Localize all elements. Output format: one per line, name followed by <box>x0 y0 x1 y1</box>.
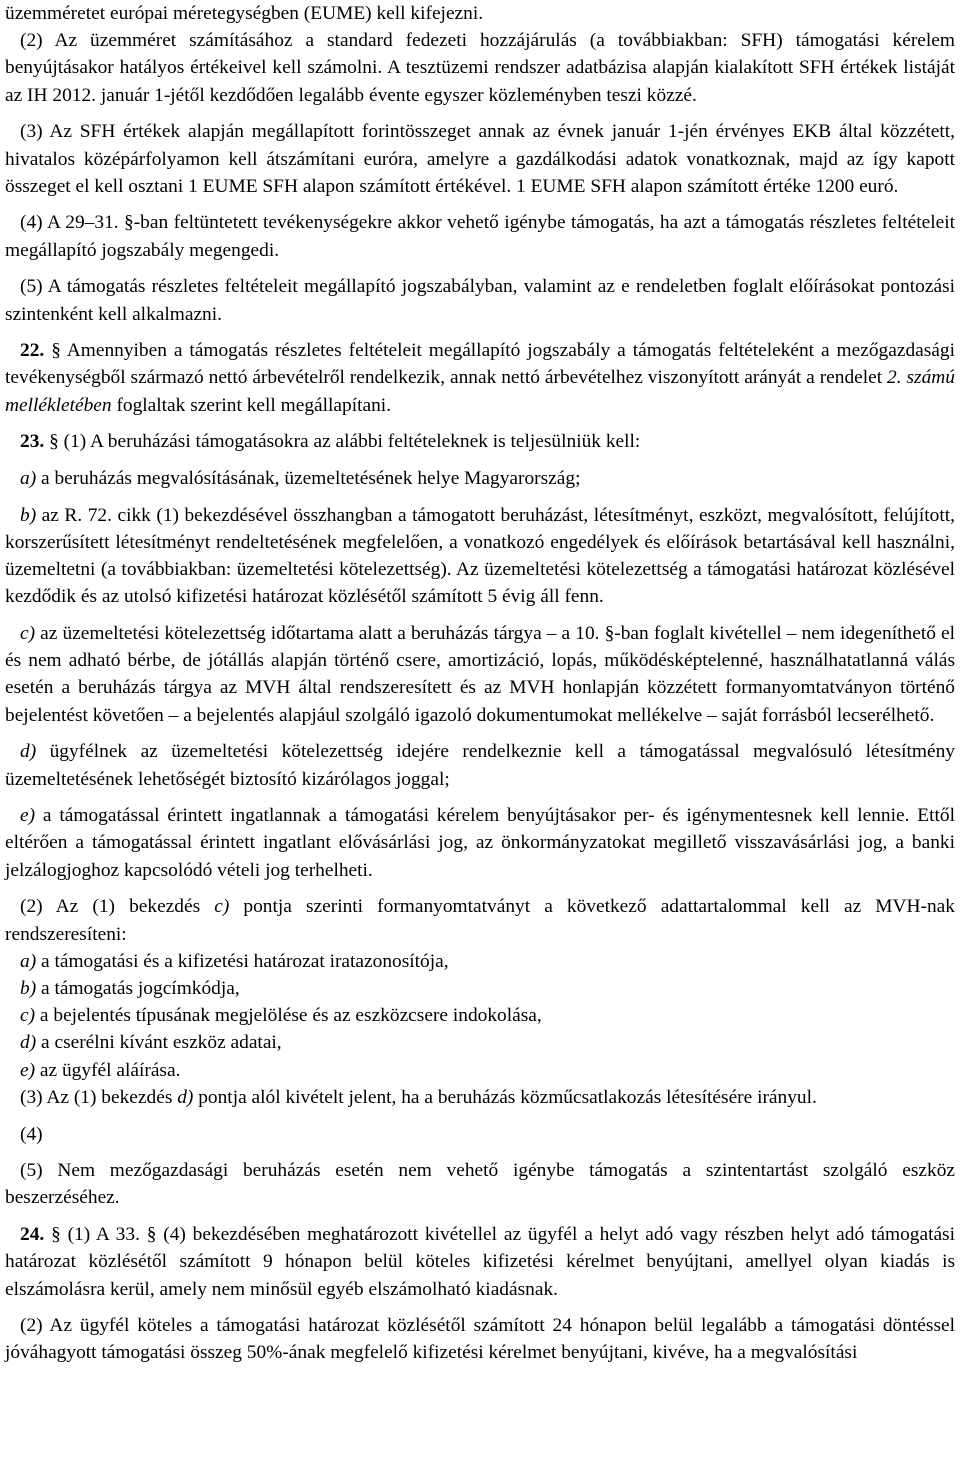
point-text: a bejelentés típusának megjelölése és az eszközcsere indokolása, <box>35 1005 542 1027</box>
point-text: a beruházás megvalósításának, üzemeltetésének helye Magyarország; <box>36 468 581 490</box>
list-item-d <box>5 1029 955 1056</box>
section-text: pontja alól kivételt jelent, ha a beruházás közműcsatlakozás létesítésére irányul. <box>193 1086 817 1108</box>
section-text: (2) Az (1) bekezdés <box>20 896 215 918</box>
point-e <box>5 802 955 884</box>
list-item-c <box>5 1002 955 1029</box>
list-item-b <box>5 975 955 1002</box>
point-label: b) <box>20 504 37 526</box>
point-label: c) <box>20 1005 36 1027</box>
point-text: az üzemeltetési kötelezettség időtartama alatt a beruházás tárgya – a 10. §-ban foglalt kivétellel – nem idegeníthető el és nem adható bérbe, de jótállás alapján történő csere, amortizáció, lopás, működésképtelenné, használhatatlanná válás esetén a beruházás tárgya az MVH által rendszeresített és az MVH honlapján közzétett formanyomtatványon történő bejelentést követően – a bejelentés alapjául szolgáló igazoló dokumentumokat mellékelve – saját forrásból lecserélhető. <box>5 623 955 726</box>
section-text: (3) Az (1) bekezdés <box>20 1086 178 1108</box>
section-number: 23. <box>20 431 45 453</box>
point-label: e) <box>20 805 36 827</box>
point-text: az R. 72. cikk (1) bekezdésével összhangban a támogatott beruházást, létesítményt, eszközt, megvalósított, felújított, korszerűsített létesítményt rendeltetésének megfelelően, a vonatkozó engedélyek és előírások betartásával kell használni, üzemeltetni (a továbbiakban: üzemeltetési kötelezettség). Az üzemeltetési kötelezettség a támogatási határozat közlésével kezdődik és az utolsó kifizetési határozat közlésétől számított 5 évig áll fenn. <box>5 504 955 608</box>
point-reference: d) <box>177 1086 194 1108</box>
point-a <box>5 465 955 492</box>
section-23 <box>5 428 955 455</box>
point-text: a támogatási és a kifizetési határozat iratazonosítója, <box>36 950 449 972</box>
paragraph-3: (3) Az SFH értékek alapján megállapított forintösszeget annak az évnek január 1-jén érvényes EKB által közzétett, hivatalos középárfolyamon kell átszámítani euróra, amelyre a gazdálkodási adatok vonatkoznak, majd az így kapott összeget el kell osztani 1 EUME SFH alapon számított értékével. 1 EUME SFH alapon számított értéke 1200 euró. <box>5 121 955 197</box>
section-24-subsection-2: (2) Az ügyfél köteles a támogatási határozat közlésétől számított 24 hónapon belül legalább a támogatási döntéssel jóváhagyott támogatási összeg 50%-ának megfelelő kifizetési kérelmet benyújtani, kivéve, ha a megvalósítási <box>5 1315 955 1364</box>
point-d <box>5 738 955 792</box>
section-24 <box>5 1221 955 1303</box>
paragraph-continuation: üzemméretet európai méretegységben (EUME) kell kifejezni. <box>5 3 484 24</box>
point-text: a támogatás jogcímkódja, <box>36 978 240 999</box>
point-label: a) <box>20 468 37 490</box>
subsection-4: (4) <box>20 1123 43 1145</box>
paragraph-2: (2) Az üzemméret számításához a standard fedezeti hozzájárulás (a továbbiakban: SFH) támogatási kérelem benyújtásakor hatályos értékeivel kell számolni. A tesztüzemi rendszer adatbázisa alapján kialakított SFH értékek listáját az IH 2012. január 1-jétől kezdődően legalább évente egyszer közleményben teszi közzé. <box>5 30 955 106</box>
point-b <box>5 502 955 611</box>
section-text: pontja szerinti formanyomtatványt a következő adattartalommal kell az MVH-nak rendszeresíteni: <box>5 896 955 945</box>
point-label: d) <box>20 1032 37 1054</box>
point-c <box>5 620 955 729</box>
point-text: ügyfélnek az üzemeltetési kötelezettség idejére rendelkeznie kell a támogatással megvalósuló létesítmény üzemeltetésének lehetőségét biztosító kizárólagos joggal; <box>5 741 955 790</box>
list-item-a <box>5 948 955 975</box>
section-text: § Amennyiben a támogatás részletes feltételeit megállapító jogszabály a támogatás feltételeként a mezőgazdasági tevékenységből származó nettó árbevételről rendelkezik, annak nettó árbevételhez viszonyított arányát a rendelet <box>5 340 955 389</box>
subsection-3 <box>5 1084 955 1111</box>
point-label: e) <box>20 1059 36 1081</box>
section-number: 22. <box>20 340 45 362</box>
section-text: foglaltak szerint kell megállapítani. <box>111 394 392 416</box>
point-text: a támogatással érintett ingatlannak a támogatási kérelem benyújtásakor per- és igénymentesnek kell lennie. Ettől eltérően a támogatással érintett ingatlant elővásárlási jog, az önkormányzatokat megillető visszavásárlási jog, a banki jelzálogjoghoz kapcsolódó vételi jog terhelheti. <box>5 805 955 881</box>
point-reference: c) <box>214 896 230 918</box>
section-text: § (1) A beruházási támogatásokra az alábbi feltételeknek is teljesülniük kell: <box>44 431 641 453</box>
point-label: c) <box>20 623 36 645</box>
paragraph-4: (4) A 29–31. §-ban feltüntetett tevékenységekre akkor vehető igénybe támogatás, ha azt a támogatás részletes feltételeit megállapító jogszabály megengedi. <box>5 212 955 261</box>
section-22 <box>5 337 955 419</box>
subsection-5: (5) Nem mezőgazdasági beruházás esetén nem vehető igénybe támogatás a szintentartást szolgáló eszköz beszerzéséhez. <box>5 1160 955 1209</box>
point-label: a) <box>20 950 37 972</box>
list-item-e <box>5 1057 955 1084</box>
subsection-2 <box>5 893 955 947</box>
paragraph-5: (5) A támogatás részletes feltételeit megállapító jogszabályban, valamint az e rendeletben foglalt előírásokat pontozási szintenként kell alkalmazni. <box>5 276 955 325</box>
point-label: b) <box>20 978 37 999</box>
point-text: az ügyfél aláírása. <box>35 1059 181 1081</box>
point-text: a cserélni kívánt eszköz adatai, <box>36 1032 282 1054</box>
section-text: § (1) A 33. § (4) bekezdésében meghatározott kivétellel az ügyfél a helyt adó vagy részben helyt adó támogatási határozat közlésétől számított 9 hónapon belül köteles kifizetési kérelmet benyújtani, amellyel olyan kiadás is elszámolásra kerül, amely nem minősül egyéb elszámolható kiadásnak. <box>5 1224 955 1300</box>
annex-reference: 2. számú mellékletében <box>5 367 955 416</box>
section-number: 24. <box>20 1224 45 1246</box>
point-label: d) <box>20 741 37 763</box>
